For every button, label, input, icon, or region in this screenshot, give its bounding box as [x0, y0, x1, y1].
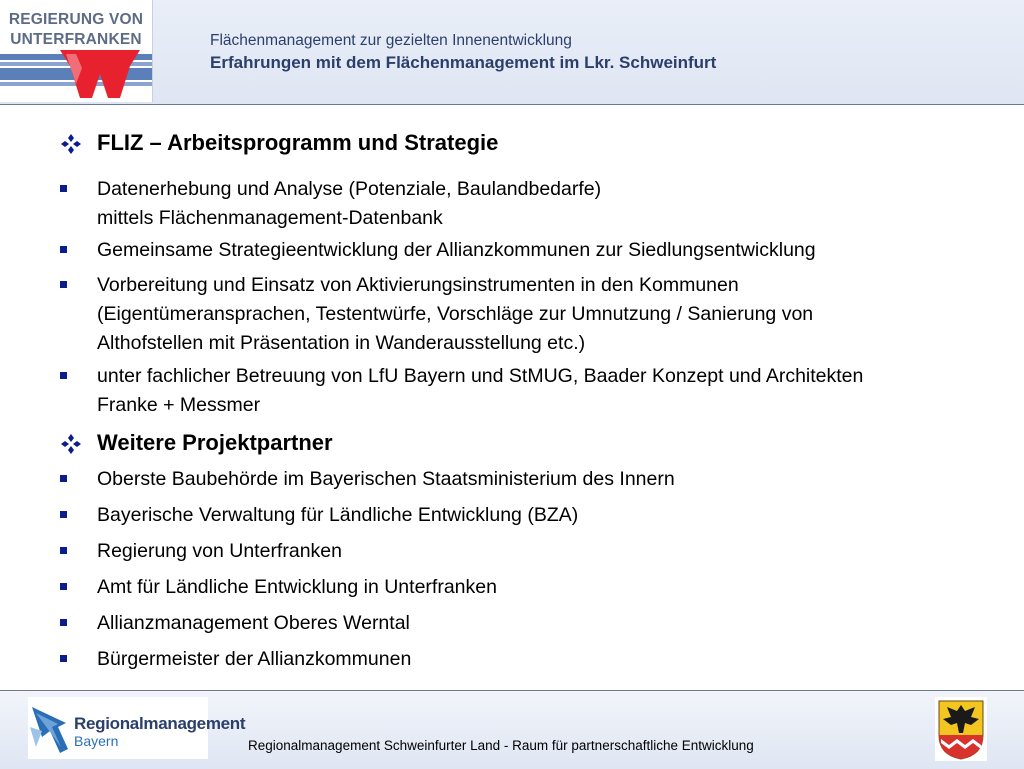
header-subtitle: Flächenmanagement zur gezielten Innenentwicklung	[210, 32, 572, 49]
square-bullet-icon	[60, 246, 67, 253]
slide-header	[0, 0, 1024, 105]
bullet-line: Allianzmanagement Oberes Werntal	[97, 612, 410, 634]
bullet-line: (Eigentümeransprachen, Testentwürfe, Vorschläge zur Umnutzung / Sanierung von	[97, 303, 814, 325]
regionalmanagement-logo-name: Regionalmanagement	[74, 714, 246, 733]
regierung-logo	[0, 0, 153, 102]
logo-line-1: REGIERUNG VON	[8, 11, 144, 28]
bullet-line: Althofstellen mit Präsentation in Wanderausstellung etc.)	[97, 332, 586, 354]
square-bullet-icon	[60, 475, 67, 482]
footer-text: Regionalmanagement Schweinfurter Land - Raum für partnerschaftliche Entwicklung	[248, 738, 754, 753]
regierung-logo-text	[0, 10, 152, 50]
bullet-item	[60, 537, 960, 566]
bullet-line: Gemeinsame Strategieentwicklung der Allianzkommunen zur Siedlungsentwicklung	[97, 239, 816, 261]
coat-of-arms-icon	[935, 697, 987, 761]
bullet-line: Regierung von Unterfranken	[97, 540, 342, 562]
square-bullet-icon	[60, 547, 67, 554]
slide-content	[0, 104, 1024, 690]
bullet-line: Bürgermeister der Allianzkommunen	[97, 648, 412, 670]
logo-line-2: UNTERFRANKEN	[10, 31, 142, 48]
bullet-item	[60, 609, 960, 638]
franconian-rake-icon	[0, 50, 152, 102]
square-bullet-icon	[60, 372, 67, 379]
diamond-bullet-icon	[60, 433, 82, 455]
bullet-item	[60, 501, 960, 530]
bavaria-arrow-icon	[28, 697, 74, 759]
bullet-line: Bayerische Verwaltung für Ländliche Entwicklung (BZA)	[97, 504, 579, 526]
slide-footer	[0, 690, 1024, 769]
bullet-item	[60, 175, 960, 233]
regionalmanagement-logo-region: Bayern	[74, 733, 119, 749]
square-bullet-icon	[60, 583, 67, 590]
square-bullet-icon	[60, 655, 67, 662]
square-bullet-icon	[60, 281, 67, 288]
bullet-item	[60, 465, 960, 494]
bullet-item	[60, 271, 960, 358]
bullet-line: Vorbereitung und Einsatz von Aktivierungsinstrumenten in den Kommunen	[97, 274, 739, 296]
section-title: Weitere Projektpartner	[97, 430, 333, 455]
header-title: Erfahrungen mit dem Flächenmanagement im Lkr. Schweinfurt	[210, 53, 717, 72]
bullet-line: Franke + Messmer	[97, 394, 261, 416]
bullet-item	[60, 573, 960, 602]
bullet-line: unter fachlicher Betreuung von LfU Bayern und StMUG, Baader Konzept und Architekten	[97, 365, 864, 387]
bullet-line: Datenerhebung und Analyse (Potenziale, Baulandbedarfe)	[97, 178, 602, 200]
bullet-line: mittels Flächenmanagement-Datenbank	[97, 207, 443, 229]
square-bullet-icon	[60, 185, 67, 192]
bullet-item	[60, 236, 960, 265]
square-bullet-icon	[60, 619, 67, 626]
section-title: FLIZ – Arbeitsprogramm und Strategie	[97, 130, 499, 155]
regionalmanagement-logo	[28, 697, 246, 759]
bullet-line: Amt für Ländliche Entwicklung in Unterfranken	[97, 576, 497, 598]
bullet-line: Oberste Baubehörde im Bayerischen Staatsministerium des Innern	[97, 468, 675, 490]
bullet-item	[60, 362, 960, 420]
square-bullet-icon	[60, 511, 67, 518]
diamond-bullet-icon	[60, 133, 82, 155]
bullet-item	[60, 645, 960, 674]
